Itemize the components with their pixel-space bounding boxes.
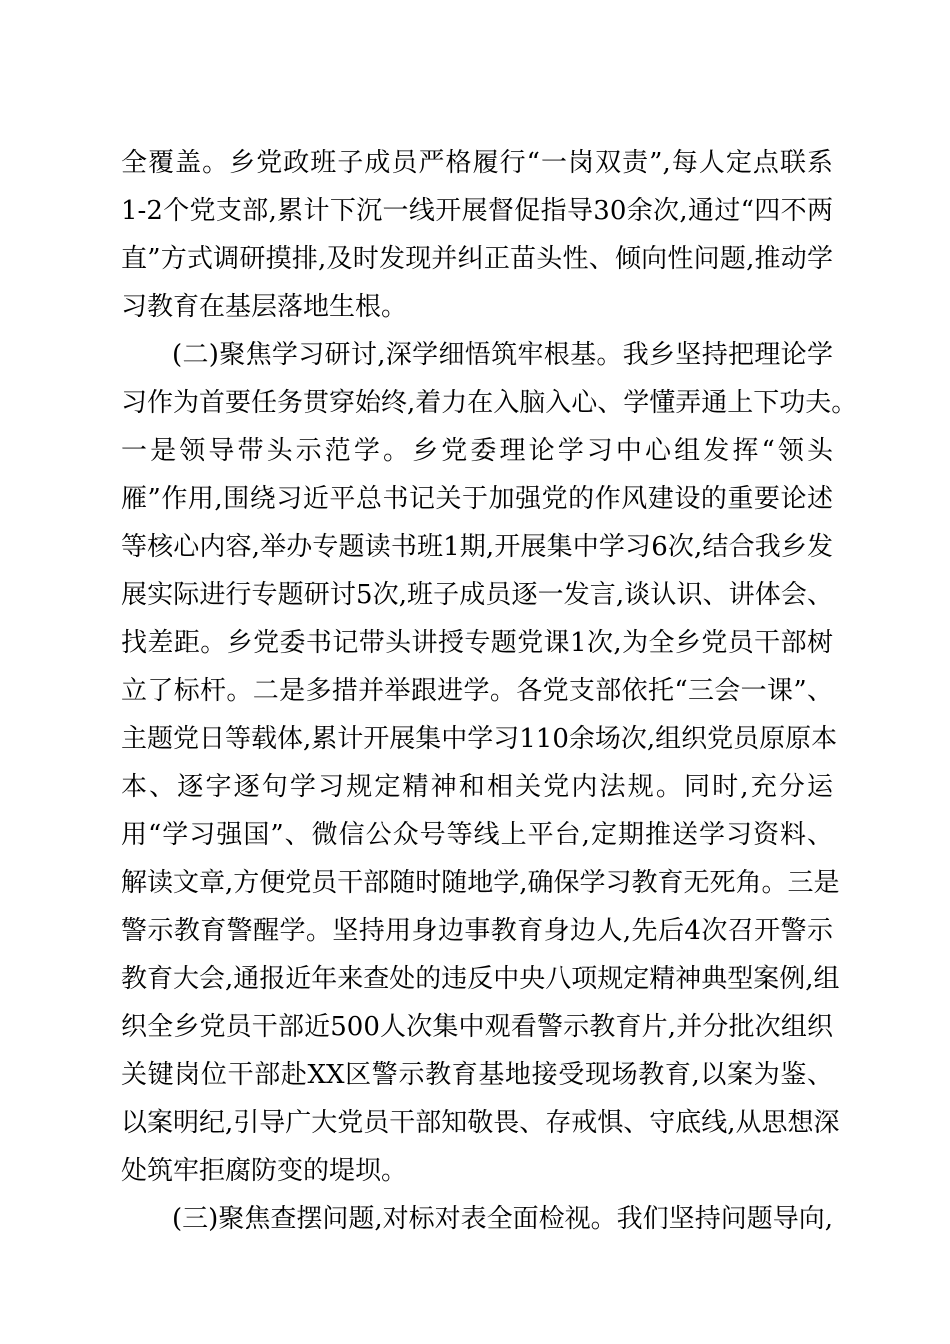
text-line-16: 解读文章,方便党员干部随时随地学,确保学习教育无死角。三是 — [121, 868, 840, 898]
section-heading-3-line: (三)聚焦查摆问题,对标对表全面检视。我们坚持问题导向, — [172, 1204, 833, 1234]
text-line-13: 主题党日等载体,累计开展集中学习110余场次,组织党员原原本 — [121, 724, 838, 754]
text-line-15: 用“学习强国”、微信公众号等线上平台,定期推送学习资料、 — [121, 820, 833, 850]
text-line-1: 全覆盖。乡党政班子成员严格履行“一岗双责”,每人定点联系 — [121, 148, 833, 178]
text-line-3: 直”方式调研摸排,及时发现并纠正苗头性、倾向性问题,推动学 — [121, 244, 833, 274]
text-line-14: 本、逐字逐句学习规定精神和相关党内法规。同时,充分运 — [121, 772, 833, 802]
text-line-2: 1-2个党支部,累计下沉一线开展督促指导30余次,通过“四不两 — [121, 196, 833, 226]
text-line-21: 以案明纪,引导广大党员干部知敬畏、存戒惧、守底线,从思想深 — [121, 1108, 840, 1138]
section-heading-2-line: (二)聚焦学习研讨,深学细悟筑牢根基。我乡坚持把理论学 — [172, 340, 833, 370]
text-line-8: 雁”作用,围绕习近平总书记关于加强党的作风建设的重要论述 — [121, 484, 833, 514]
text-line-10: 展实际进行专题研讨5次,班子成员逐一发言,谈认识、讲体会、 — [121, 580, 833, 610]
text-line-9: 等核心内容,举办专题读书班1期,开展集中学习6次,结合我乡发 — [121, 532, 833, 562]
text-line-11: 找差距。乡党委书记带头讲授专题党课1次,为全乡党员干部树 — [121, 628, 833, 658]
text-line-18: 教育大会,通报近年来查处的违反中央八项规定精神典型案例,组 — [121, 964, 840, 994]
text-line-22: 处筑牢拒腐防变的堤坝。 — [121, 1156, 408, 1186]
text-line-17: 警示教育警醒学。坚持用身边事教育身边人,先后4次召开警示 — [121, 916, 833, 946]
text-line-4: 习教育在基层落地生根。 — [121, 292, 408, 322]
text-line-20: 关键岗位干部赴XX区警示教育基地接受现场教育,以案为鉴、 — [121, 1060, 833, 1090]
text-line-12: 立了标杆。二是多措并举跟进学。各党支部依托“三会一课”、 — [121, 676, 833, 706]
text-line-7: 一是领导带头示范学。乡党委理论学习中心组发挥“领头 — [121, 436, 833, 466]
text-line-6: 习作为首要任务贯穿始终,着力在入脑入心、学懂弄通上下功夫。 — [121, 388, 858, 418]
text-line-19: 织全乡党员干部近500人次集中观看警示教育片,并分批次组织 — [121, 1012, 833, 1042]
